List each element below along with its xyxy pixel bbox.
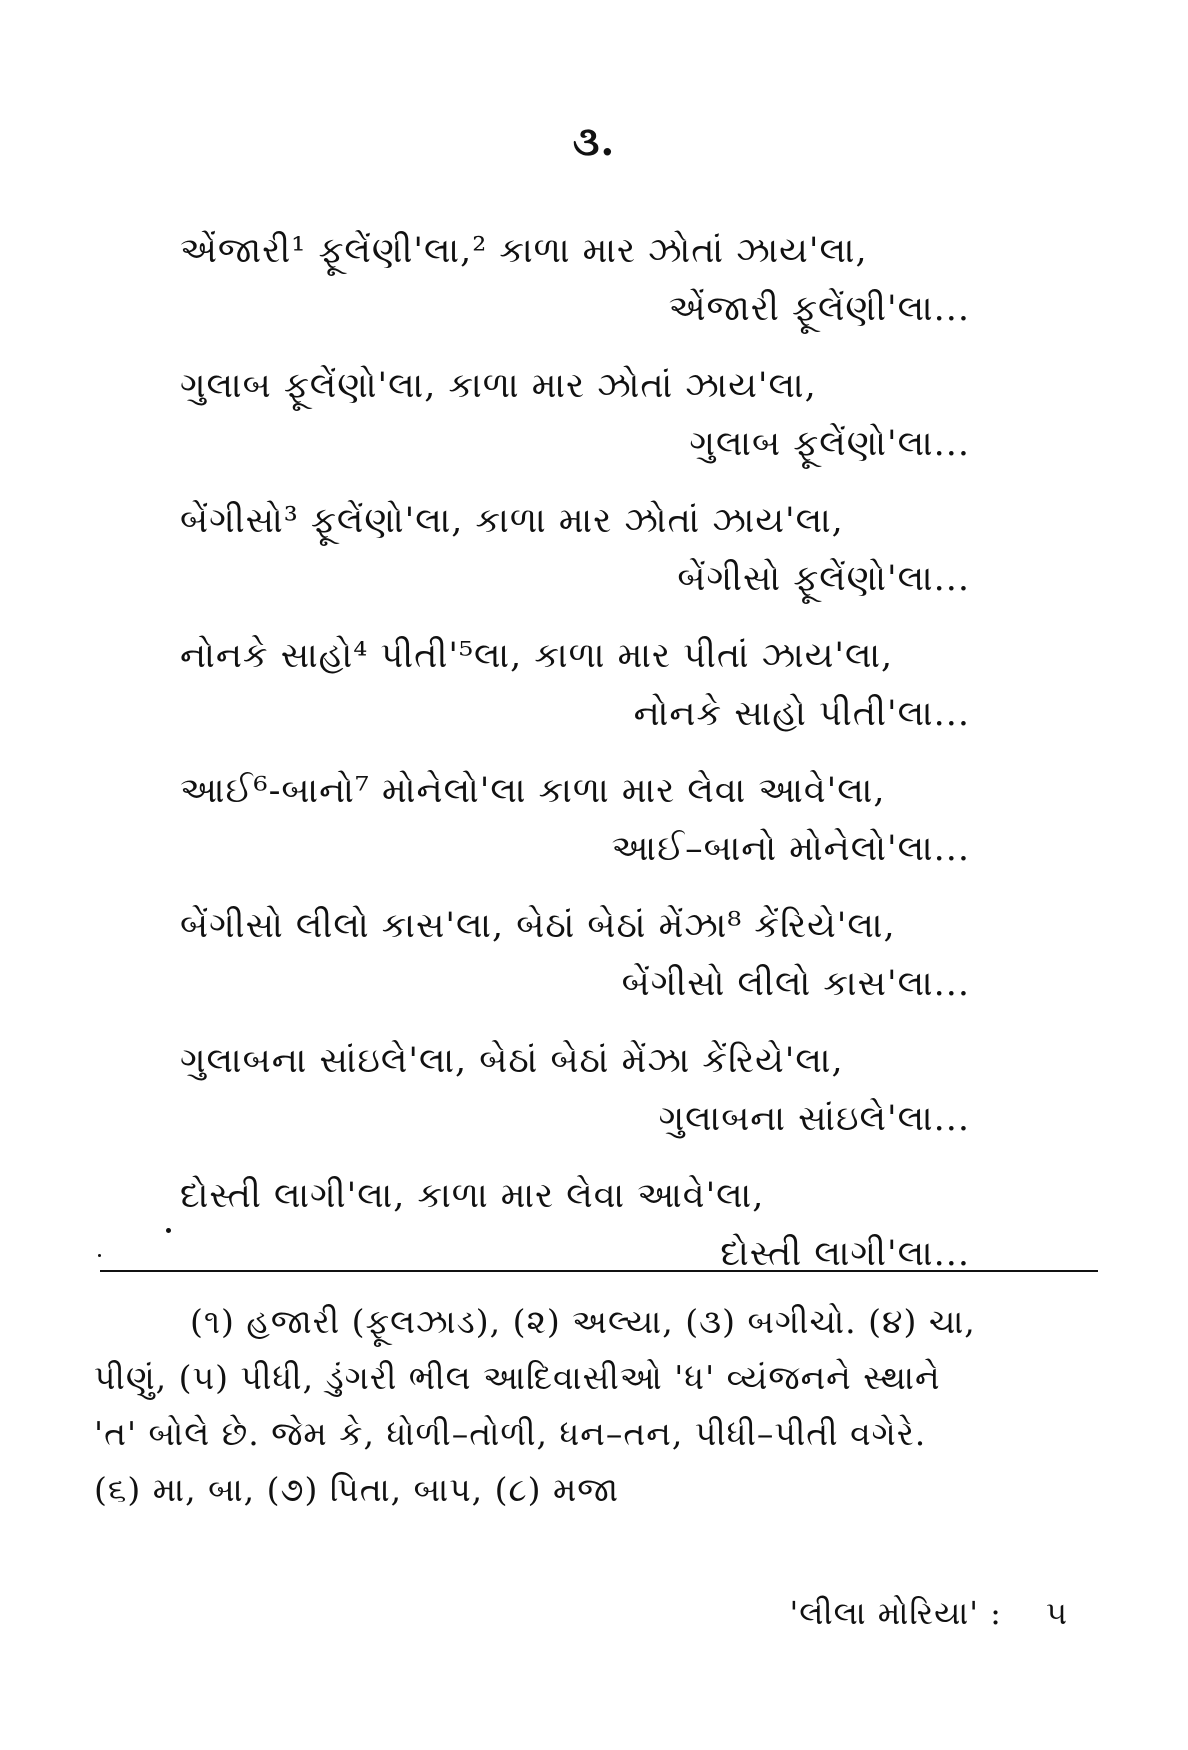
verse-line: નોનકે સાહો⁴ પીતી'⁵લા, કાળા માર પીતાં ઝાય'લા, xyxy=(180,636,894,676)
verse-line: ગુલાબ ફૂલેંણો'લા, કાળા માર ઝોતાં ઝાય'લા, xyxy=(180,366,817,406)
stanza xyxy=(180,1032,970,1148)
running-title: 'લીલા મોરિયા' : xyxy=(789,1594,1002,1632)
poem-body xyxy=(180,222,970,1302)
stanza xyxy=(180,357,970,473)
stanza xyxy=(180,492,970,608)
footnotes xyxy=(94,1294,1098,1518)
stanza xyxy=(180,222,970,338)
footnote-line: 'ત' બોલે છે. જેમ કે, ધોળી–તોળી, ધન–તન, પીધી–પીતી વગેરે. xyxy=(94,1414,927,1453)
ink-speck xyxy=(98,1254,101,1257)
refrain-line: દોસ્તી લાગી'લા... xyxy=(720,1234,970,1274)
footnote-line: પીણું, (૫) પીધી, ડુંગરી ભીલ આદિવાસીઓ 'ધ' વ્યંજનને સ્થાને xyxy=(94,1358,941,1397)
verse-line: એંજારી¹ ફૂલેંણી'લા,² કાળા માર ઝોતાં ઝાય'લા, xyxy=(180,231,868,271)
stanza xyxy=(180,1167,970,1283)
poem-number: ૩. xyxy=(572,118,616,165)
stanza xyxy=(180,627,970,743)
refrain-line: બેંગીસો લીલો કાસ'લા... xyxy=(621,964,970,1004)
footnote-line: (૧) હજારી (ફૂલઝાડ), (૨) અલ્યા, (૩) બગીચો. (૪) ચા, xyxy=(190,1302,976,1341)
verse-line: આઈ⁶-બાનો⁷ મોનેલો'લા કાળા માર લેવા આવે'લા, xyxy=(180,771,886,811)
refrain-line: ગુલાબના સાંઇલે'લા... xyxy=(658,1099,970,1139)
refrain-line: બેંગીસો ફૂલેંણો'લા... xyxy=(677,559,970,599)
verse-line: બેંગીસો³ ફૂલેંણો'લા, કાળા માર ઝોતાં ઝાય'લા, xyxy=(180,501,844,541)
stanza xyxy=(180,897,970,1013)
verse-line: ગુલાબના સાંઇલે'લા, બેઠાં બેઠાં મેંઝા કેંરિયે'લા, xyxy=(180,1041,844,1081)
refrain-line: ગુલાબ ફૂલેંણો'લા... xyxy=(689,424,970,464)
footnote-divider xyxy=(100,1270,1098,1272)
verse-line: દોસ્તી લાગી'લા, કાળા માર લેવા આવે'લા, xyxy=(180,1176,765,1216)
footnote-line: (૬) મા, બા, (૭) પિતા, બાપ, (૮) મજા xyxy=(94,1470,620,1509)
page-number: ૫ xyxy=(1045,1594,1068,1632)
refrain-line: એંજારી ફૂલેંણી'લા... xyxy=(668,289,970,329)
stanza xyxy=(180,762,970,878)
ink-speck xyxy=(166,1228,171,1233)
verse-line: બેંગીસો લીલો કાસ'લા, બેઠાં બેઠાં મેંઝા⁸ કેંરિયે'લા, xyxy=(180,906,896,946)
refrain-line: આઈ–બાનો મોનેલો'લા... xyxy=(611,829,970,869)
refrain-line: નોનકે સાહો પીતી'લા... xyxy=(633,694,970,734)
page-footer xyxy=(789,1594,1068,1633)
